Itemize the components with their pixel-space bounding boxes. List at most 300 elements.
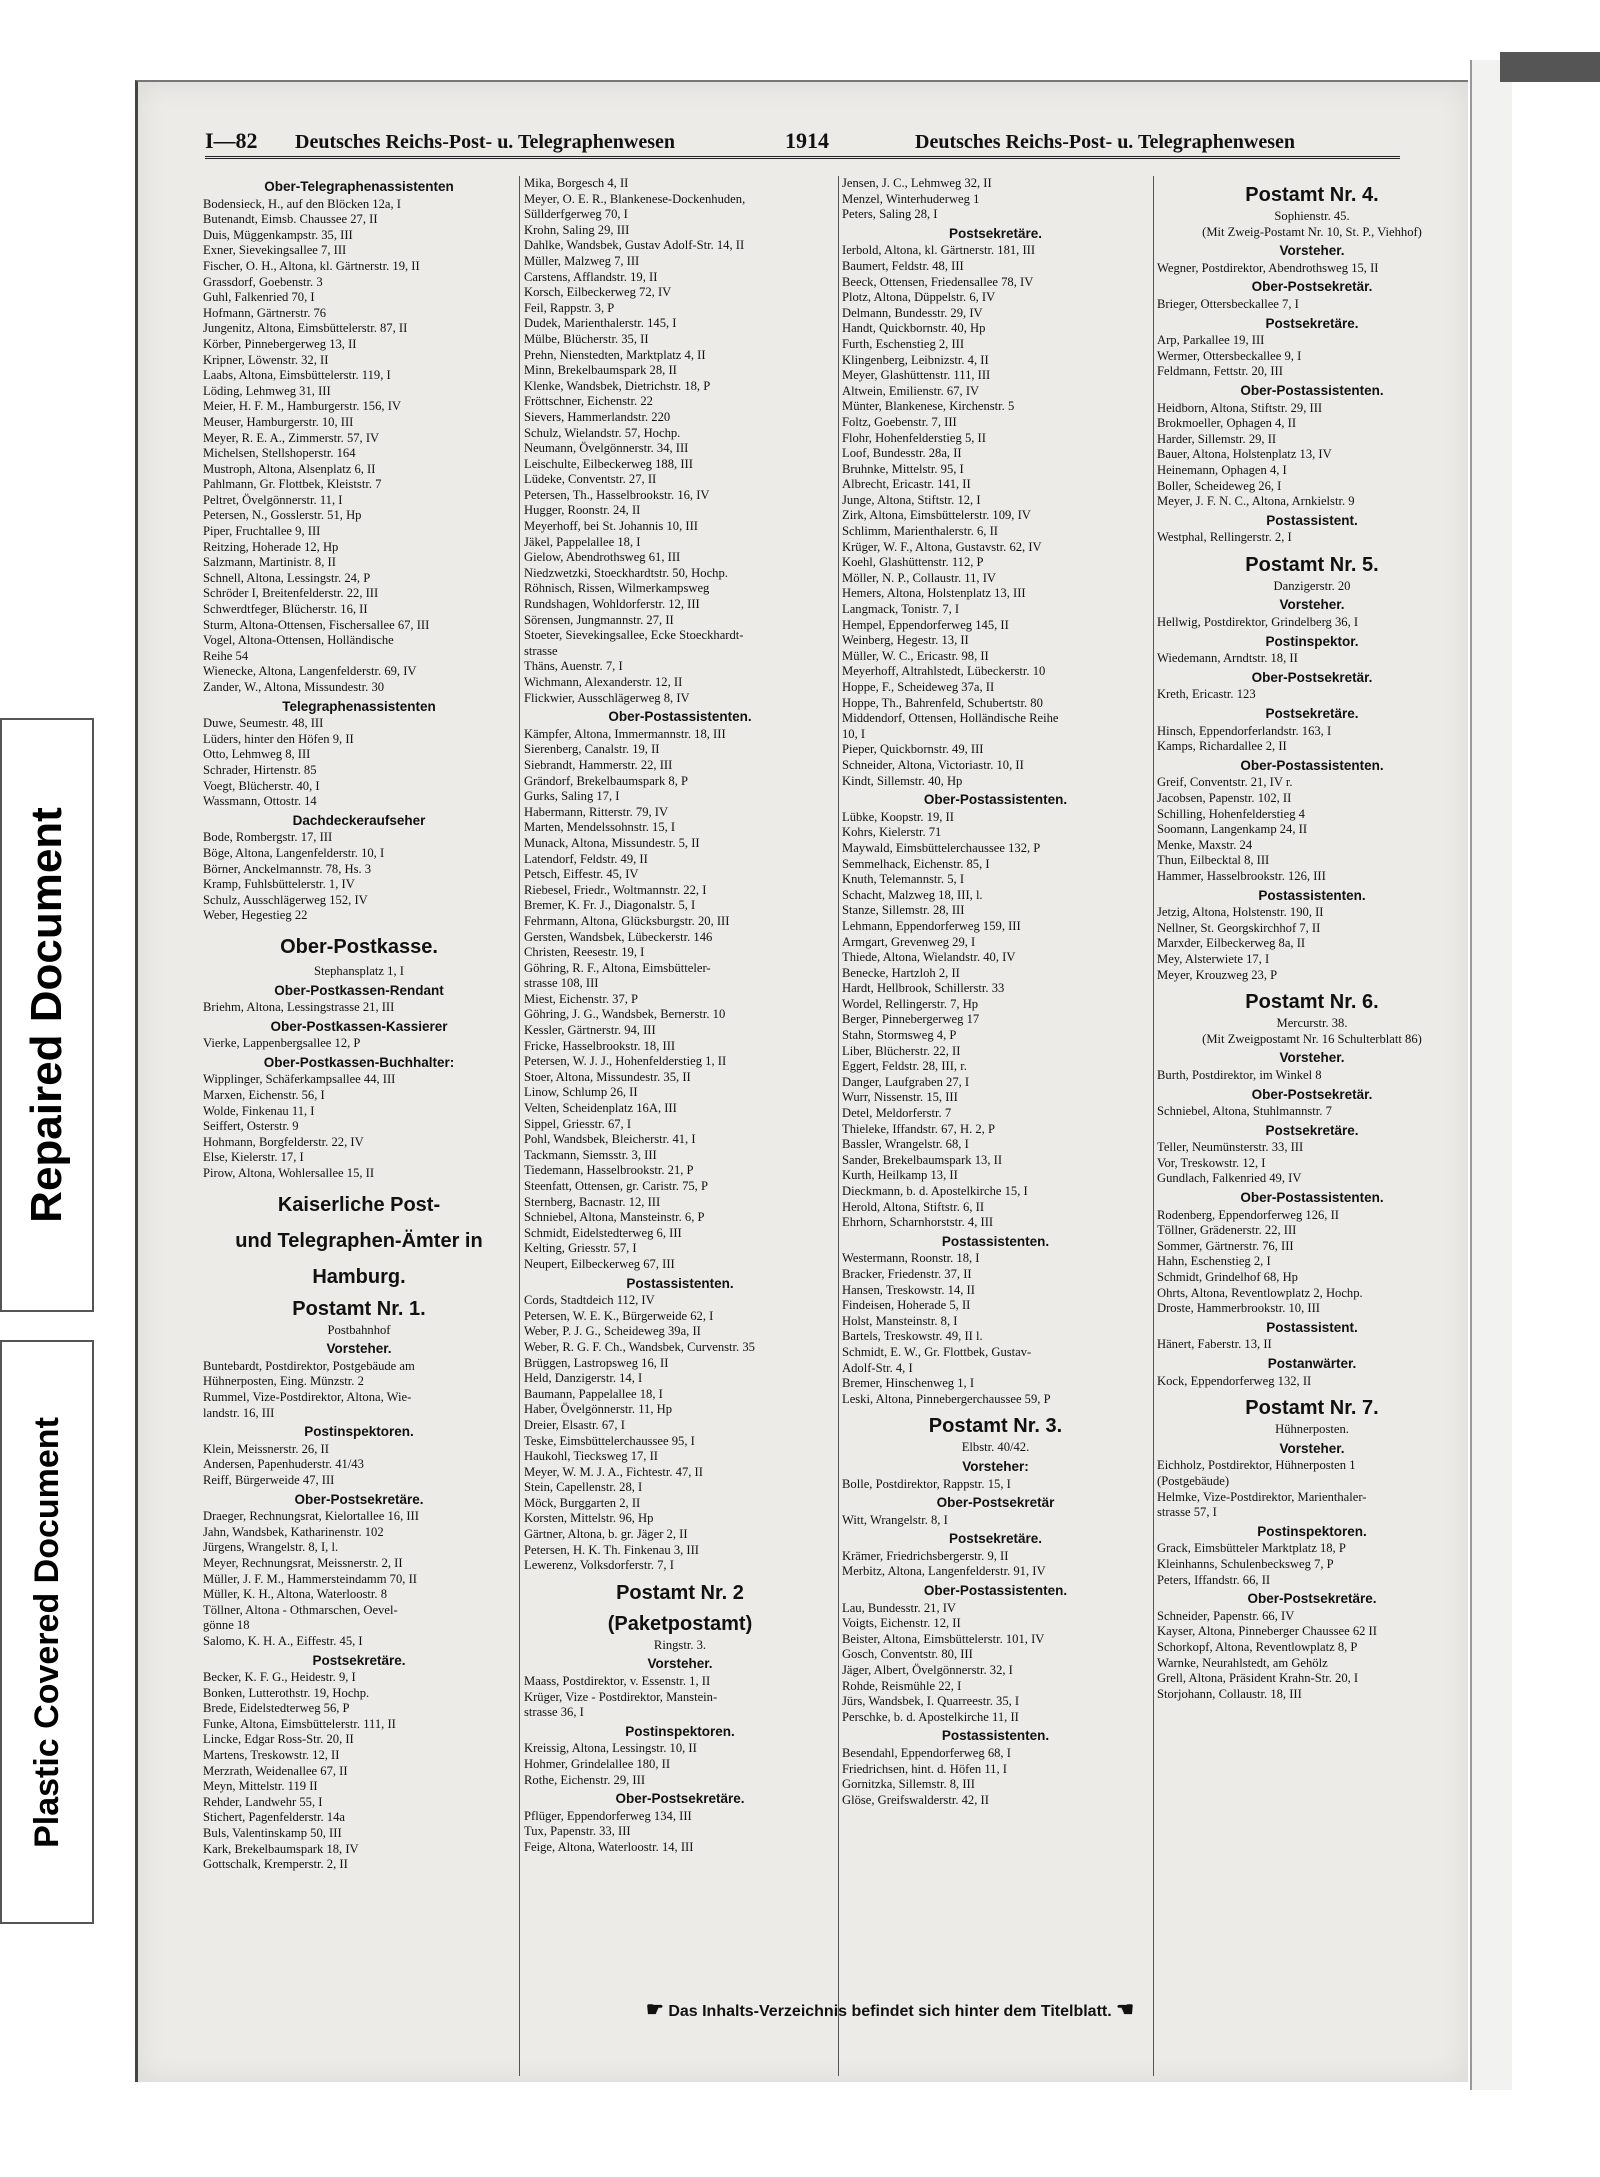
directory-entry: Petsch, Eiffestr. 45, IV <box>524 867 639 882</box>
directory-entry: strasse <box>524 643 558 658</box>
directory-entry: Feige, Altona, Waterloostr. 14, III <box>524 1839 694 1854</box>
directory-entry: Burth, Postdirektor, im Winkel 8 <box>1157 1067 1322 1082</box>
directory-entry: Bartels, Treskowstr. 49, II l. <box>842 1329 983 1344</box>
postamt-heading: Postamt Nr. 4. <box>1245 184 1379 206</box>
directory-entry: Feil, Rappstr. 3, P <box>524 300 615 315</box>
postamt-heading: Postamt Nr. 2 <box>616 1581 744 1604</box>
directory-entry: Baumann, Pappelallee 18, I <box>524 1386 663 1401</box>
directory-entry: Neupert, Eilbeckerweg 67, III <box>524 1256 675 1271</box>
directory-entry: Bauer, Altona, Holstenplatz 13, IV <box>1157 447 1332 462</box>
section-heading: Ober-Postsekretäre. <box>1247 1591 1377 1607</box>
directory-entry: Ehrhorn, Scharnhorststr. 4, III <box>842 1215 994 1230</box>
section-heading: Vorsteher. <box>1279 1050 1345 1066</box>
directory-entry: Kripner, Löwenstr. 32, II <box>203 352 329 367</box>
directory-entry: Wegner, Postdirektor, Abendrothsweg 15, II <box>1157 260 1379 275</box>
section-heading: Ober-Postassistenten. <box>1240 1190 1384 1206</box>
directory-entry: Linow, Schlump 26, II <box>524 1085 638 1100</box>
directory-entry: Mustroph, Altona, Alsenplatz 6, II <box>203 461 376 476</box>
office-address: Sophienstr. 45. <box>1274 209 1350 223</box>
directory-entry: Schröder I, Breitenfelderstr. 22, III <box>203 586 379 601</box>
directory-entry: Pirow, Altona, Wohlersallee 15, II <box>203 1166 375 1181</box>
section-heading: Postinspektor. <box>1265 633 1359 649</box>
directory-entry: Salzmann, Martinistr. 8, II <box>203 555 336 570</box>
directory-entry: Vor, Treskowstr. 12, I <box>1157 1155 1266 1170</box>
section-heading: Ober-Postassistenten. <box>1240 382 1384 398</box>
directory-entry: Armgart, Grevenweg 29, I <box>842 934 976 949</box>
directory-entry: Laabs, Altona, Eimsbüttelerstr. 119, I <box>203 368 391 383</box>
section-heading: Postassistenten. <box>626 1275 734 1291</box>
directory-entry: Kreth, Ericastr. 123 <box>1157 687 1256 702</box>
directory-entry: Benecke, Hartzloh 2, II <box>842 965 960 980</box>
directory-entry: landstr. 16, III <box>203 1405 275 1420</box>
directory-entry: Müller, K. H., Altona, Waterloostr. 8 <box>203 1587 387 1602</box>
directory-entry: Schrader, Hirtenstr. 85 <box>203 762 317 777</box>
directory-entry: Petersen, W. E. K., Bürgerweide 62, I <box>524 1308 714 1323</box>
directory-entry: Boller, Scheideweg 26, I <box>1157 478 1282 493</box>
directory-entry: Liber, Blücherstr. 22, II <box>842 1043 961 1058</box>
directory-entry: Schmidt, E. W., Gr. Flottbek, Gustav- <box>842 1344 1032 1359</box>
directory-entry: Kurth, Heilkamp 13, II <box>842 1168 958 1183</box>
directory-entry: Martens, Treskowstr. 12, II <box>203 1748 340 1763</box>
directory-entry: Schniebel, Altona, Stuhlmannstr. 7 <box>1157 1104 1332 1119</box>
directory-entry: Duis, Müggenkampstr. 35, III <box>203 227 353 242</box>
office-address: Danzigerstr. 20 <box>1273 578 1351 593</box>
directory-entry: Meyer, Glashüttenstr. 111, III <box>842 368 991 383</box>
section-heading: Postassistent. <box>1266 1319 1358 1335</box>
section-heading: Vorsteher. <box>1279 597 1345 613</box>
directory-entry: Feldmann, Fettstr. 20, III <box>1157 364 1283 379</box>
directory-entry: Kämpfer, Altona, Immermannstr. 18, III <box>524 726 726 741</box>
directory-entry: Habermann, Ritterstr. 79, IV <box>524 804 669 819</box>
office-address: Postbahnhof <box>327 1322 391 1337</box>
section-heading: Vorsteher. <box>1279 243 1345 259</box>
directory-entry: Briehm, Altona, Lessingstrasse 21, III <box>203 1000 395 1015</box>
section-heading: Postsekretäre. <box>312 1652 406 1668</box>
directory-entry: gönne 18 <box>203 1618 250 1633</box>
directory-entry: Mülbe, Blücherstr. 35, II <box>524 331 649 346</box>
office-address: (Mit Zweigpostamt Nr. 16 Schulterblatt 86) <box>1202 1031 1422 1046</box>
directory-entry: Meyerhoff, bei St. Johannis 10, III <box>524 519 698 534</box>
page-number: I—82 <box>205 128 258 153</box>
office-heading: Ober-Postkasse. <box>280 935 438 958</box>
directory-entry: Nellner, St. Georgskirchhof 7, II <box>1157 920 1321 935</box>
directory-entry: Duwe, Seumestr. 48, III <box>203 716 324 731</box>
directory-entry: Reiff, Bürgerweide 47, III <box>203 1472 335 1487</box>
directory-entry: Detel, Meldorferstr. 7 <box>842 1106 952 1121</box>
directory-entry: Piper, Fruchtallee 9, III <box>203 524 321 539</box>
directory-entry: Mika, Borgesch 4, II <box>524 176 629 190</box>
directory-entry: Pieper, Quickbornstr. 49, III <box>842 742 984 757</box>
directory-entry: Brieger, Ottersbeckallee 7, I <box>1157 296 1299 311</box>
section-heading: Ober-Postassistenten. <box>608 709 752 725</box>
directory-entry: Marxen, Eichenstr. 56, I <box>203 1088 325 1103</box>
directory-entry: Gottschalk, Kremperstr. 2, II <box>203 1857 348 1872</box>
section-heading: Ober-Postkassen-Kassierer <box>270 1018 448 1034</box>
directory-entry: Müller, Malzweg 7, III <box>524 253 640 268</box>
directory-entry: Schneider, Altona, Victoriastr. 10, II <box>842 757 1024 772</box>
directory-entry: Schmidt, Grindelhof 68, Hp <box>1157 1270 1298 1285</box>
directory-entry: Otto, Lehmweg 8, III <box>203 747 311 762</box>
postamt-heading: Postamt Nr. 5. <box>1245 553 1379 576</box>
directory-entry: Helmke, Vize-Postdirektor, Marienthaler- <box>1157 1489 1367 1504</box>
directory-entry: Jungenitz, Altona, Eimsbüttelerstr. 87, II <box>203 321 408 336</box>
directory-entry: Jetzig, Altona, Holstenstr. 190, II <box>1157 905 1324 920</box>
directory-entry: Krüger, W. F., Altona, Gustavstr. 62, IV <box>842 539 1042 554</box>
directory-entry: Thiede, Altona, Wielandstr. 40, IV <box>842 950 1016 965</box>
directory-entry: Kindt, Sillemstr. 40, Hp <box>842 773 963 788</box>
directory-entry: Peters, Iffandstr. 66, II <box>1157 1572 1271 1587</box>
directory-entry: Korsten, Mittelstr. 96, Hp <box>524 1511 654 1526</box>
directory-entry: Haber, Övelgönnerstr. 11, Hp <box>524 1402 673 1417</box>
directory-entry: Grack, Eimsbütteler Marktplatz 18, P <box>1157 1541 1346 1556</box>
directory-entry: Delmann, Bundesstr. 29, IV <box>842 305 983 320</box>
directory-entry: Peters, Saling 28, I <box>842 207 938 222</box>
directory-entry: Funke, Altona, Eimsbüttelerstr. 111, II <box>203 1716 396 1731</box>
directory-entry: Haukohl, Tiecksweg 17, II <box>524 1449 658 1464</box>
directory-entry: Niedzwetzki, Stoeckhardtstr. 50, Hochp. <box>524 565 728 580</box>
directory-entry: Münter, Blankenese, Kirchenstr. 5 <box>842 399 1015 414</box>
plastic-covered-label <box>0 1340 94 1924</box>
directory-entry: Wipplinger, Schäferkampsallee 44, III <box>203 1072 396 1087</box>
directory-entry: 10, I <box>842 726 866 741</box>
section-heading: Postinspektoren. <box>625 1723 735 1739</box>
office-address: Elbstr. 40/42. <box>961 1440 1030 1455</box>
directory-entry: Neumann, Övelgönnerstr. 34, III <box>524 441 689 456</box>
directory-entry: Bruhnke, Mittelstr. 95, I <box>842 461 964 476</box>
directory-entry: Friedrichsen, hint. d. Höfen 11, I <box>842 1761 1007 1776</box>
directory-entry: Middendorf, Ottensen, Holländische Reihe <box>842 711 1059 726</box>
directory-entry: Hempel, Eppendorferweg 145, II <box>842 617 1009 632</box>
directory-entry: Jäkel, Pappelallee 18, I <box>524 534 641 549</box>
directory-entry: Lübke, Koopstr. 19, II <box>842 809 954 824</box>
directory-entry: Pohl, Wandsbek, Bleicherstr. 41, I <box>524 1132 696 1147</box>
directory-entry: Latendorf, Feldstr. 49, II <box>524 851 648 866</box>
directory-entry: Munack, Altona, Missundestr. 5, II <box>524 835 700 850</box>
directory-entry: Bassler, Wrangelstr. 68, I <box>842 1137 969 1152</box>
directory-entry: Hugger, Roonstr. 24, II <box>524 503 641 518</box>
directory-entry: Zander, W., Altona, Missundestr. 30 <box>203 680 385 694</box>
directory-entry: Lau, Bundesstr. 21, IV <box>842 1600 957 1615</box>
directory-entry: Stahn, Stormsweg 4, P <box>842 1028 957 1043</box>
office-address: Mercurstr. 38. <box>1276 1016 1348 1031</box>
directory-entry: Schlimm, Marienthalerstr. 6, II <box>842 524 998 539</box>
directory-entry: Harder, Sillemstr. 29, II <box>1157 431 1277 446</box>
directory-entry: Bodensieck, H., auf den Blöcken 12a, I <box>203 196 401 211</box>
page-edge <box>1470 60 1512 2090</box>
directory-entry: Rothe, Eichenstr. 29, III <box>524 1772 646 1787</box>
directory-entry: Gurks, Saling 17, I <box>524 789 620 804</box>
directory-entry: Schorkopf, Altona, Reventlowplatz 8, P <box>1157 1639 1358 1654</box>
section-heading: Ober-Postassistenten. <box>923 1583 1068 1599</box>
directory-entry: Tackmann, Siemsstr. 3, III <box>524 1147 657 1162</box>
pointing-hand-icon: ☛ <box>645 1999 664 2021</box>
directory-entry: Merbitz, Altona, Langenfelderstr. 91, IV <box>842 1564 1046 1579</box>
directory-entry: Sippel, Griesstr. 67, I <box>524 1116 632 1131</box>
directory-entry: strasse 36, I <box>524 1705 584 1720</box>
directory-entry: Krohn, Saling 29, III <box>524 222 630 237</box>
section-heading: Ober-Postsekretär. <box>1251 1086 1373 1102</box>
directory-entry: Ohrts, Altona, Reventlowplatz 2, Hochp. <box>1157 1285 1363 1300</box>
directory-entry: Herold, Altona, Stiftstr. 6, II <box>842 1199 985 1214</box>
directory-entry: Bonken, Lutterothstr. 19, Hochp. <box>203 1685 370 1700</box>
directory-entry: Velten, Scheidenplatz 16A, III <box>524 1101 677 1116</box>
section-heading: Ober-Postsekretäre. <box>615 1791 745 1807</box>
directory-entry: Kark, Brekelbaumspark 18, IV <box>203 1841 359 1856</box>
section-heading: Vorsteher. <box>647 1656 713 1672</box>
directory-entry: (Postgebäude) <box>1157 1473 1230 1488</box>
directory-entry: Möck, Burggarten 2, II <box>524 1495 641 1510</box>
directory-entry: Göhring, R. F., Altona, Eimsbütteler- <box>524 960 711 975</box>
directory-entry: Leski, Altona, Pinnebergerchaussee 59, P <box>842 1391 1051 1406</box>
directory-entry: Vierke, Lappenbergsallee 12, P <box>203 1036 361 1051</box>
directory-entry: Prehn, Nienstedten, Marktplatz 4, II <box>524 347 706 362</box>
directory-entry: Böge, Altona, Langenfelderstr. 10, I <box>203 845 385 860</box>
directory-entry: Hardt, Hellbrook, Schillerstr. 33 <box>842 981 1005 996</box>
directory-entry: Bracker, Friedenstr. 37, II <box>842 1266 972 1281</box>
pointing-hand-icon: ☚ <box>1116 1999 1135 2021</box>
directory-entry: Ierbold, Altona, kl. Gärtnerstr. 181, III <box>842 243 1036 258</box>
directory-entry: Teske, Eimsbüttelerchaussee 95, I <box>524 1433 695 1448</box>
directory-entry: Fricke, Hasselbrookstr. 18, III <box>524 1038 676 1053</box>
directory-entry: Hellwig, Postdirektor, Grindelberg 36, I <box>1157 615 1359 630</box>
directory-entry: Börner, Anckelmannstr. 78, Hs. 3 <box>203 861 372 876</box>
directory-entry: Witt, Wrangelstr. 8, I <box>842 1512 948 1527</box>
postamt-heading: Postamt Nr. 3. <box>928 1415 1063 1438</box>
directory-entry: Fischer, O. H., Altona, kl. Gärtnerstr. 19, II <box>203 258 420 273</box>
section-heading: Ober-Postassistenten. <box>1240 757 1384 773</box>
directory-entry: Brüggen, Lastropsweg 16, II <box>524 1355 669 1370</box>
header-title-left: Deutsches Reichs-Post- u. Telegraphenwesen <box>295 131 675 153</box>
postamt-heading: Postamt Nr. 7. <box>1245 1397 1379 1420</box>
directory-entry: Meyer, R. E. A., Zimmerstr. 57, IV <box>203 430 380 445</box>
directory-entry: Kleinhanns, Schulenbecksweg 7, P <box>1157 1556 1334 1571</box>
directory-entry: Schulz, Wielandstr. 57, Hochp. <box>524 425 681 440</box>
directory-entry: Guhl, Falkenried 70, I <box>203 290 315 305</box>
section-heading: Postsekretäre. <box>948 1531 1043 1547</box>
page-corner-tab <box>1500 52 1600 82</box>
directory-entry: Becker, K. F. G., Heidestr. 9, I <box>203 1670 356 1685</box>
directory-entry: Petersen, N., Gosslerstr. 51, Hp <box>203 508 362 523</box>
directory-entry: Röhnisch, Rissen, Wilmerkampsweg <box>524 581 710 596</box>
directory-entry: Flickwier, Ausschlägerweg 8, IV <box>524 690 690 705</box>
directory-entry: Rundshagen, Wohldorferstr. 12, III <box>524 597 700 612</box>
directory-entry: Dreier, Elsastr. 67, I <box>524 1417 625 1432</box>
directory-entry: Lüdeke, Conventstr. 27, II <box>524 472 657 487</box>
directory-entry: Klenke, Wandsbek, Dietrichstr. 18, P <box>524 378 711 393</box>
directory-entry: Danger, Laufgraben 27, I <box>842 1074 970 1089</box>
directory-entry: Meyer, Rechnungsrat, Meissnerstr. 2, II <box>203 1555 403 1570</box>
directory-entry: Knuth, Telemannstr. 5, I <box>842 872 965 887</box>
directory-entry: Jürgens, Wrangelstr. 8, I, l. <box>203 1540 339 1555</box>
directory-entry: Hohmer, Grindelallee 180, II <box>524 1757 671 1771</box>
directory-entry: Greif, Conventstr. 21, IV r. <box>1157 775 1293 790</box>
section-heading: Vorsteher: <box>962 1458 1029 1474</box>
repaired-document-text: Repaired Document <box>22 807 72 1223</box>
plastic-covered-text: Plastic Covered Document <box>27 1416 66 1848</box>
directory-entry: Hinsch, Eppendorferlandstr. 163, I <box>1157 723 1332 738</box>
directory-entry: Hahn, Eschenstieg 2, I <box>1157 1254 1271 1269</box>
directory-entry: Stanze, Sillemstr. 28, III <box>842 903 965 918</box>
directory-entry: Petersen, Th., Hasselbrookstr. 16, IV <box>524 487 710 502</box>
office-address: Ringstr. 3. <box>653 1637 707 1652</box>
directory-entry: Wassmann, Ottostr. 14 <box>203 794 317 809</box>
directory-entry: Siebrandt, Hammerstr. 22, III <box>524 757 673 772</box>
directory-entry: Schwerdtfeger, Blücherstr. 16, II <box>203 602 368 617</box>
directory-entry: Exner, Sievekingsallee 7, III <box>203 243 347 258</box>
directory-entry: Hemers, Altona, Holstenplatz 13, III <box>842 586 1026 601</box>
directory-entry: Fröttschner, Eichenstr. 22 <box>524 394 653 409</box>
directory-entry: Müller, W. C., Ericastr. 98, II <box>842 648 989 663</box>
directory-entry: Storjohann, Collaustr. 18, III <box>1157 1686 1302 1701</box>
directory-entry: Zirk, Altona, Eimsbüttelerstr. 109, IV <box>842 508 1031 523</box>
directory-entry: Dahlke, Wandsbek, Gustav Adolf-Str. 14, II <box>524 238 745 253</box>
section-heading: Postsekretäre. <box>1265 315 1359 331</box>
directory-entry: Sörensen, Jungmannstr. 27, II <box>524 612 674 627</box>
directory-entry: Handt, Quickbornstr. 40, Hp <box>842 321 986 336</box>
directory-entry: Andersen, Papenhuderstr. 41/43 <box>203 1457 364 1472</box>
directory-entry: Meuser, Hamburgerstr. 10, III <box>203 414 354 429</box>
directory-entry: Meyerhoff, Altrahlstedt, Lübeckerstr. 10 <box>842 664 1046 679</box>
directory-entry: Pflüger, Eppendorferweg 134, III <box>524 1808 692 1823</box>
directory-entry: Kock, Eppendorferweg 132, II <box>1157 1373 1312 1388</box>
directory-entry: Maass, Postdirektor, v. Essenstr. 1, II <box>524 1674 711 1689</box>
office-heading: Hamburg. <box>312 1265 406 1288</box>
directory-entry: Carstens, Afflandstr. 19, II <box>524 269 658 284</box>
directory-entry: Mey, Alsterwiete 17, I <box>1157 951 1270 966</box>
directory-entry: Wolde, Finkenau 11, I <box>203 1103 315 1118</box>
directory-entry: Else, Kielerstr. 17, I <box>203 1150 304 1165</box>
directory-entry: Heidborn, Altona, Stiftstr. 29, III <box>1157 400 1323 415</box>
directory-entry: Töllner, Altona - Othmarschen, Oevel- <box>203 1602 398 1617</box>
directory-entry: Klein, Meissnerstr. 26, II <box>203 1441 329 1456</box>
directory-entry: Hoppe, Th., Bahrenfeld, Schubertstr. 80 <box>842 695 1043 710</box>
directory-entry: Pahlmann, Gr. Flottbek, Kleiststr. 7 <box>203 477 382 492</box>
section-heading: Postsekretäre. <box>948 225 1043 241</box>
directory-entry: Brede, Eidelstedterweg 56, P <box>203 1701 350 1716</box>
directory-entry: Bremer, K. Fr. J., Diagonalstr. 5, I <box>524 898 696 913</box>
directory-entry: Thun, Eilbecktal 8, III <box>1157 853 1270 868</box>
directory-entry: Meyer, Krouzweg 23, P <box>1157 967 1278 982</box>
directory-entry: Albrecht, Ericastr. 141, II <box>842 477 971 492</box>
directory-entry: Grell, Altona, Präsident Krahn-Str. 20, I <box>1157 1671 1359 1686</box>
section-heading: Ober-Postkassen-Buchhalter: <box>263 1054 455 1070</box>
directory-entry: Meyn, Mittelstr. 119 II <box>203 1779 318 1794</box>
column-divider <box>519 176 520 2076</box>
directory-entry: Fehrmann, Altona, Glücksburgstr. 20, III <box>524 913 730 928</box>
postamt-heading: Postamt Nr. 1. <box>292 1297 426 1320</box>
directory-entry: Flohr, Hohenfelderstieg 5, II <box>842 430 986 445</box>
directory-entry: Krüger, Vize - Postdirektor, Manstein- <box>524 1689 718 1704</box>
directory-entry: Krämer, Friedrichsbergerstr. 9, II <box>842 1548 1009 1563</box>
directory-entry: Kamps, Richardallee 2, II <box>1157 739 1287 754</box>
directory-entry: Eichholz, Postdirektor, Hühnerposten 1 <box>1157 1458 1356 1473</box>
directory-entry: Koehl, Glashüttenstr. 112, P <box>842 555 984 570</box>
directory-entry: Brokmoeller, Ophagen 4, II <box>1157 416 1297 431</box>
directory-entry: strasse 57, I <box>1157 1505 1217 1520</box>
directory-entry: Göhring, J. G., Wandsbek, Bernerstr. 10 <box>524 1007 726 1022</box>
directory-entry: Jäger, Albert, Övelgönnerstr. 32, I <box>842 1663 1013 1678</box>
directory-entry: Droste, Hammerbrookstr. 10, III <box>1157 1301 1320 1316</box>
directory-entry: Rodenberg, Eppendorferweg 126, II <box>1157 1207 1339 1222</box>
directory-entry: Merzrath, Weidenallee 67, II <box>203 1763 348 1778</box>
directory-entry: Foltz, Goebenstr. 7, III <box>842 414 957 429</box>
running-header <box>205 128 1400 159</box>
directory-entry: Hansen, Treskowstr. 14, II <box>842 1282 975 1297</box>
directory-entry: Jensen, J. C., Lehmweg 32, II <box>842 176 992 190</box>
directory-entry: Schneider, Papenstr. 66, IV <box>1157 1608 1295 1623</box>
directory-entry: Schnell, Altona, Lessingstr. 24, P <box>203 570 371 585</box>
section-heading: Postassistenten. <box>941 1233 1050 1249</box>
directory-entry: Eggert, Feldstr. 28, III, r. <box>842 1059 967 1074</box>
directory-entry: Rehder, Landwehr 55, I <box>203 1794 323 1809</box>
directory-entry: Schniebel, Altona, Mansteinstr. 6, P <box>524 1210 705 1225</box>
postamt-heading: (Paketpostamt) <box>607 1612 753 1635</box>
directory-entry: Weinberg, Hegestr. 13, II <box>842 633 969 648</box>
directory-entry: Tiedemann, Hasselbrookstr. 21, P <box>524 1163 694 1178</box>
directory-entry: Rummel, Vize-Postdirektor, Altona, Wie- <box>203 1390 412 1404</box>
column-divider <box>1153 176 1154 2076</box>
directory-entry: Meyer, J. F. N. C., Altona, Arnkielstr. 9 <box>1157 494 1355 509</box>
directory-entry: Soomann, Langenkamp 24, II <box>1157 822 1308 837</box>
directory-entry: Wienecke, Altona, Langenfelderstr. 69, IV <box>203 664 417 679</box>
directory-entry: Dieckmann, b. d. Apostelkirche 15, I <box>842 1184 1028 1198</box>
directory-entry: Tux, Papenstr. 33, III <box>524 1824 631 1839</box>
directory-entry: Dudek, Marienthalerstr. 145, I <box>524 316 677 331</box>
section-heading: Telegraphenassistenten <box>282 698 436 714</box>
office-address: Hühnerposten. <box>1275 1422 1349 1437</box>
directory-entry: Furth, Eschenstieg 2, III <box>842 336 965 351</box>
directory-entry: Teller, Neumünsterstr. 33, III <box>1157 1140 1304 1155</box>
directory-entry: Marxder, Eilbeckerweg 8a, II <box>1157 936 1306 951</box>
directory-entry: Süllderfgerweg 70, I <box>524 207 628 222</box>
directory-entry: Leischulte, Eilbeckerweg 188, III <box>524 456 693 471</box>
directory-entry: Wermer, Ottersbeckallee 9, I <box>1157 348 1302 363</box>
directory-entry: Buntebardt, Postdirektor, Postgebäude am <box>203 1358 415 1373</box>
directory-entry: Jürs, Wandsbek, I. Quarreestr. 35, I <box>842 1694 1020 1709</box>
directory-entry: Müller, J. F. M., Hammersteindamm 70, II <box>203 1571 417 1586</box>
footer-note <box>440 1997 1340 2022</box>
header-year: 1914 <box>785 128 829 153</box>
directory-entry: Kreissig, Altona, Lessingstr. 10, II <box>524 1741 697 1756</box>
directory-entry: Held, Danzigerstr. 14, I <box>524 1371 643 1386</box>
section-heading: Vorsteher. <box>1279 1440 1345 1456</box>
directory-entry: Altwein, Emilienstr. 67, IV <box>842 383 980 398</box>
office-address: (Mit Zweig-Postamt Nr. 10, St. P., Viehhof) <box>1202 224 1422 239</box>
directory-entry: Hofmann, Gärtnerstr. 76 <box>203 305 327 320</box>
directory-entry: Stichert, Pagenfelderstr. 14a <box>203 1810 345 1825</box>
directory-entry: Gielow, Abendrothsweg 61, III <box>524 550 681 565</box>
directory-entry: Westermann, Roonstr. 18, I <box>842 1251 980 1266</box>
directory-entry: Petersen, W. J. J., Hohenfelderstieg 1, II <box>524 1054 727 1069</box>
section-heading: Ober-Postsekretär. <box>1251 279 1373 295</box>
column-divider <box>838 176 839 2076</box>
section-heading: Ober-Postsekretäre. <box>294 1491 424 1507</box>
section-heading: Ober-Postassistenten. <box>923 792 1068 808</box>
directory-entry: Kramp, Fuhlsbüttelerstr. 1, IV <box>203 877 355 892</box>
directory-entry: Warnke, Neurahlstedt, am Gehölz <box>1157 1655 1328 1670</box>
directory-entry: Peltret, Övelgönnerstr. 11, I <box>203 492 343 507</box>
section-heading: Postassistenten. <box>941 1728 1050 1744</box>
directory-entry: Plotz, Altona, Düppelstr. 6, IV <box>842 290 996 305</box>
directory-entry: Junge, Altona, Stiftstr. 12, I <box>842 492 981 507</box>
section-heading: Postinspektoren. <box>304 1424 414 1440</box>
directory-entry: Klingenberg, Leibnizstr. 4, II <box>842 352 989 367</box>
directory-entry: Findeisen, Hoherade 5, II <box>842 1298 971 1313</box>
directory-entry: Sievers, Hammerlandstr. 220 <box>524 409 671 424</box>
section-heading: Postsekretäre. <box>1265 706 1359 722</box>
directory-entry: Meier, H. F. M., Hamburgerstr. 156, IV <box>203 399 401 414</box>
directory-entry: Minn, Brekelbaumspark 28, II <box>524 363 677 378</box>
